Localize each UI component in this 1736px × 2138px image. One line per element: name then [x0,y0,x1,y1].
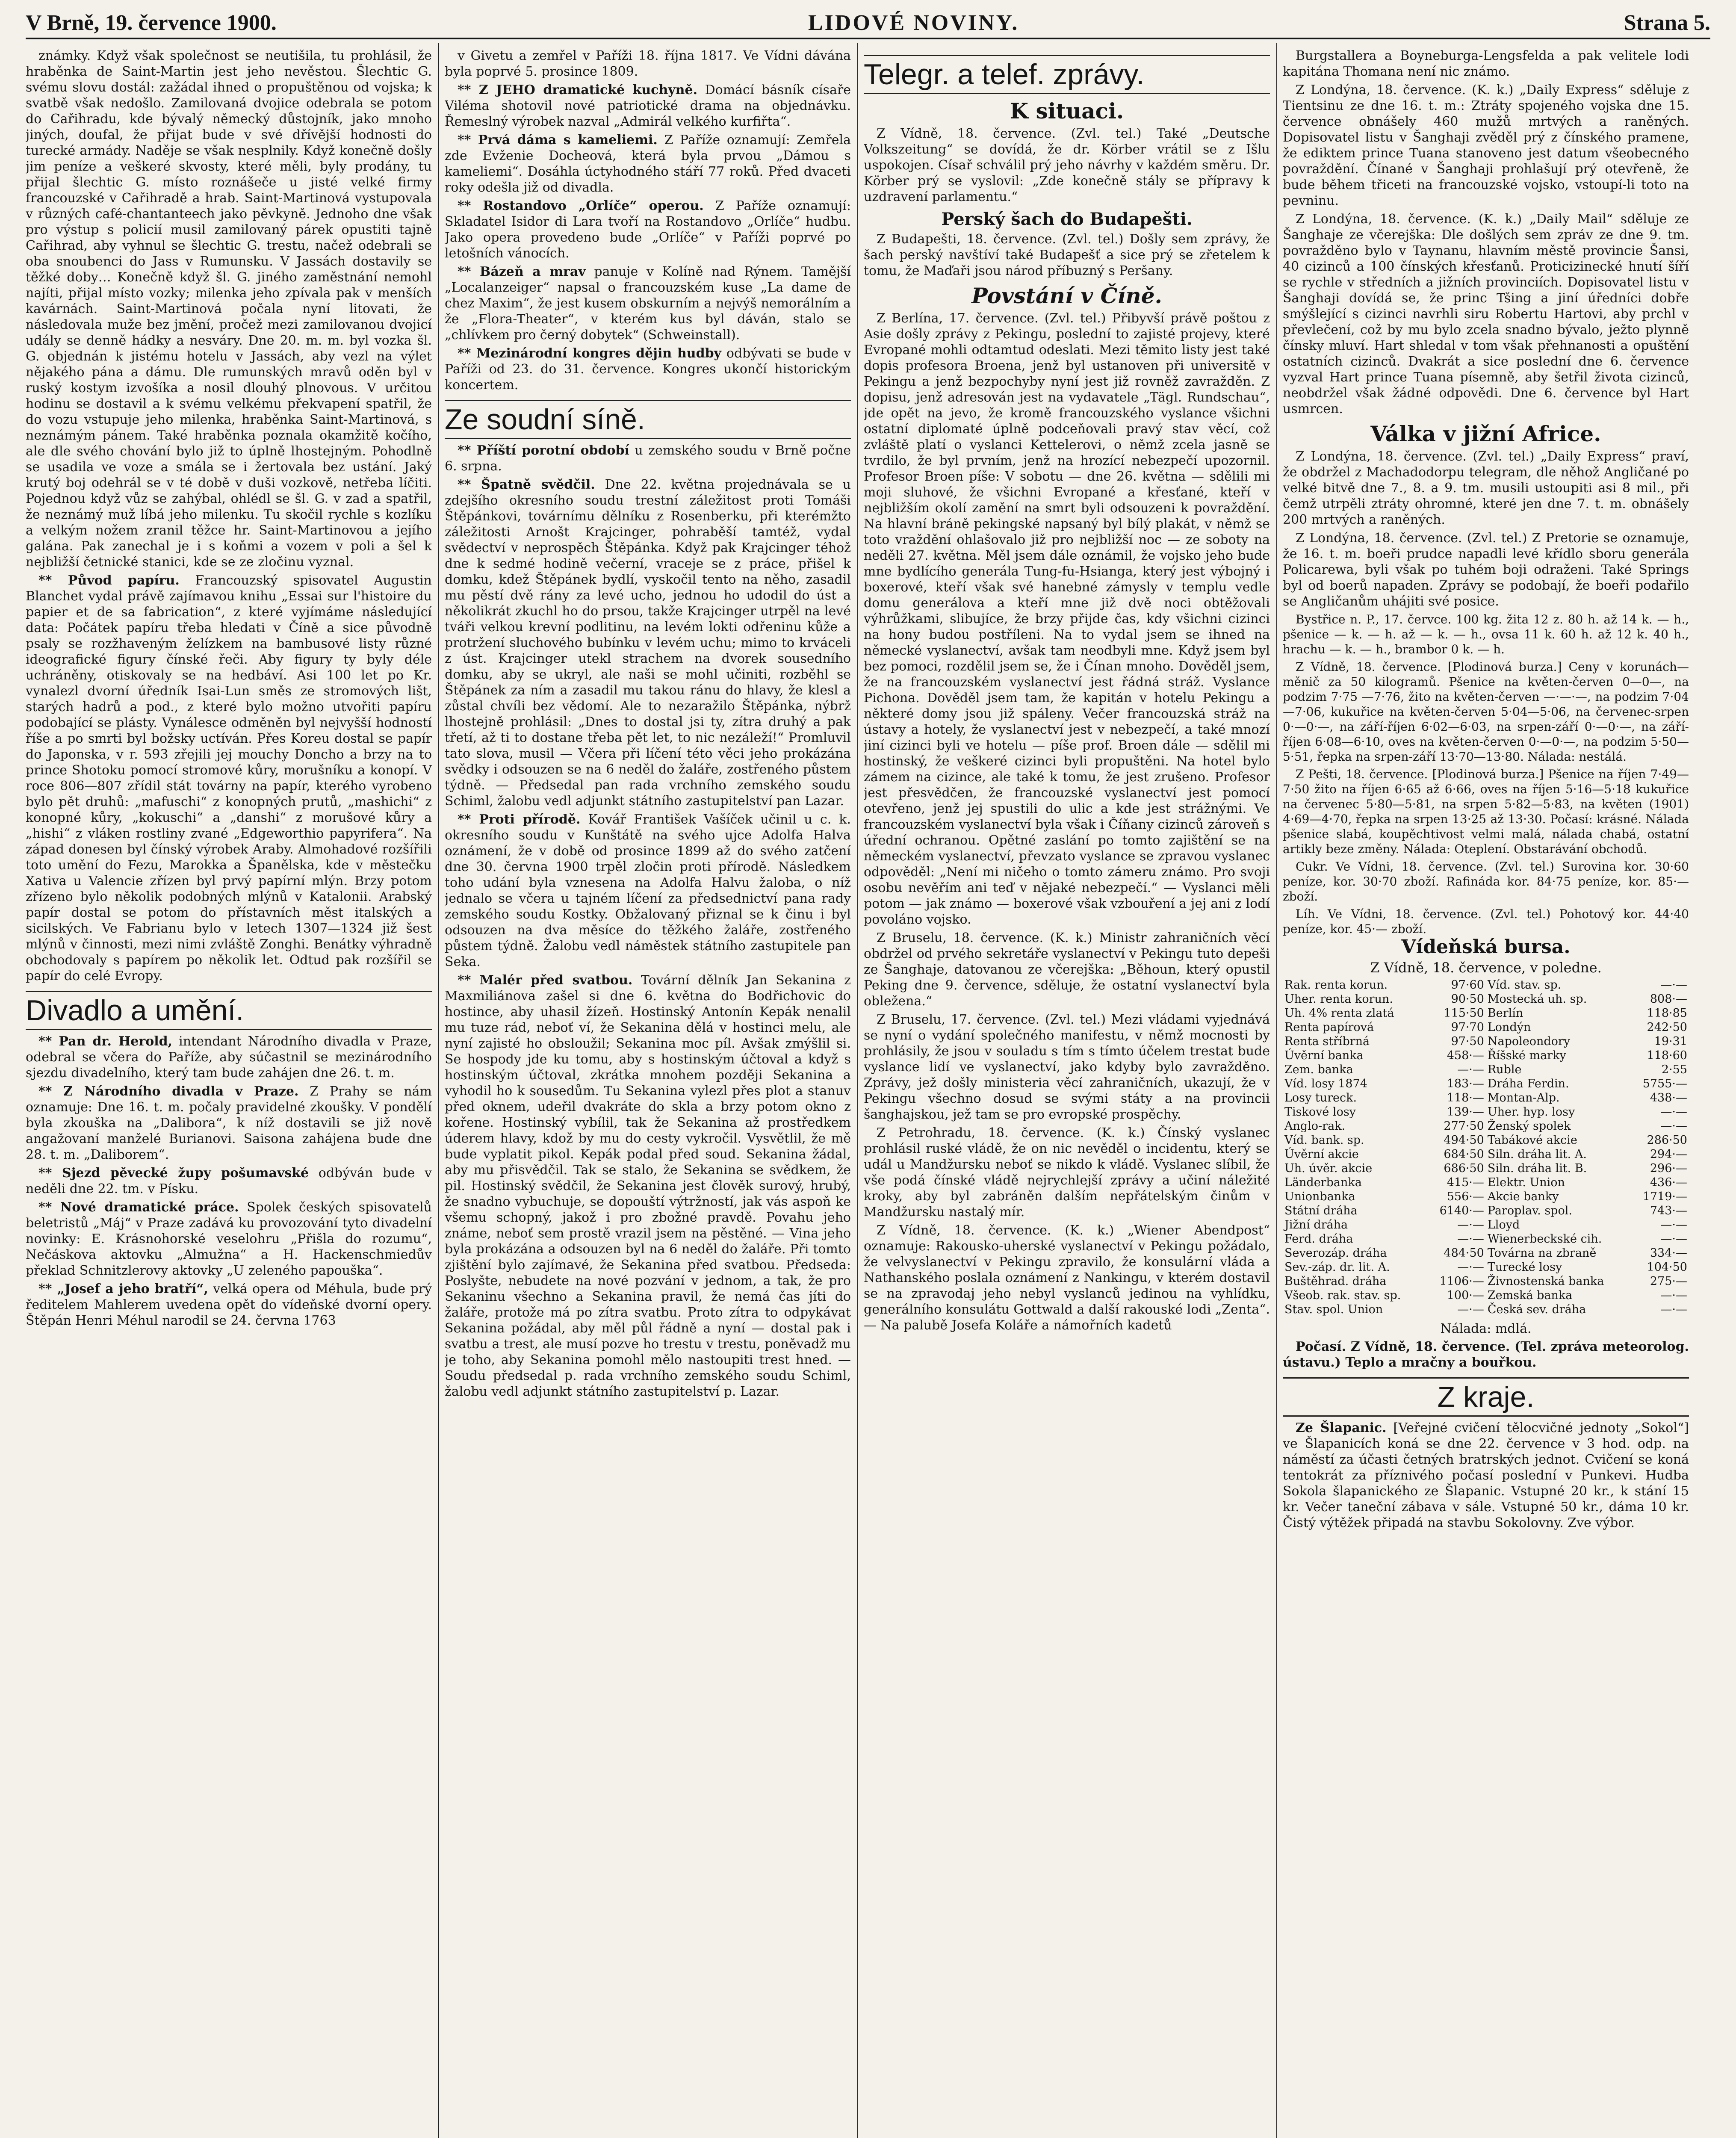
article-headline: ** Původ papíru. [38,573,180,588]
security-name-cell: Živnostenská banka [1487,1275,1604,1288]
price-cell: 743·— [1650,1204,1687,1217]
article-text: Domácí básník císaře Viléma shotovil nové patriotické drama na objednávku. Řemeslný výrobek nazval „Admirál velkého kurfiřta“. [445,83,851,129]
article-paragraph: Z Londýna, 18. července. (Zvl. tel.) „Daily Express“ praví, že obdržel z Machadodorpu telegram, dle něhož Angličané po velké bitvě dne 7., 8. a 9. tm. musili ustoupiti asi 8 mil., při čemž utrpěli ztráty ohromné, které jen dne 7. t. m. obnášely 200 mrtvých a raněných. [1283,449,1689,527]
table-row [1283,1147,1689,1161]
security-name-cell: Wienerbeckské cih. [1487,1232,1602,1246]
price-cell: 556·— [1447,1190,1484,1203]
bourse-subheading: Z Vídně, 18. července, v poledne. [1370,960,1602,976]
security-name-cell: Česká sev. dráha [1487,1303,1586,1316]
article-paragraph [445,82,851,130]
article-paragraph: Z Vídně, 18. července. (Zvl. tel.) Také „Deutsche Volkszeitung“ se dovídá, že dr. Körber vrátil se z Išlu uspokojen. Císař schválil prý jeho návrhy v každém směru. Dr. Körber prý se vyslovil: „Zde konečně stály se přípravy k uzdravení parlamentu.“ [864,126,1270,204]
article-headline: ** Nové dramatické práce. [38,1200,239,1215]
article-paragraph: v Givetu a zemřel v Paříži 18. října 1817. Ve Vídni dávána byla poprvé 5. prosince 1809. [445,48,851,79]
market-report: Bystřice n. P., 17. červce. 100 kg. žita 12 z. 80 h. až 14 k. — h., pšenice — k. — h. až — k. — h., ovsa 11 k. 60 h. až 12 k. 40 h., hrachu — k. — h., brambor 0 k. — h. [1283,612,1689,656]
price-cell: 1106·— [1439,1275,1484,1288]
security-name-cell: Renta papírová [1284,1021,1374,1034]
article-paragraph [26,1199,432,1279]
security-name-cell: Zem. banka [1284,1063,1353,1076]
table-row [1283,1246,1689,1260]
bourse-mood: Nálada: mdlá. [1440,1321,1532,1336]
security-name-cell: Úvěrní banka [1284,1049,1364,1062]
security-name-cell: Víd. losy 1874 [1284,1077,1367,1090]
price-cell: 19·31 [1654,1035,1687,1048]
table-row [1283,1077,1689,1091]
price-cell: 100·— [1447,1289,1484,1302]
market-report: Z Pešti, 18. července. [Plodinová burza.] Pšenice na říjen 7·49—7·50 žito na říjen 6·65 až 6·66, oves na říjen 5·16—5·18 kukuřice na červenec 5·80—5·81, na srpen 5·82—5·83, na květen (1901) 4·69—4·70, řepka na srpen 13·25 až 13·30. Počasí: krásné. Nálada pšenice slabá, koupěchtivost velmi malá, nálada chabá, ostatní artikly beze změny. Nálada: Oteplení. Obstarávání obchodů. [1283,767,1689,856]
security-name-cell: Buštěhrad. dráha [1284,1275,1387,1288]
price-cell: 334·— [1650,1246,1687,1260]
article-text: u zemského soudu v Brně počne 6. srpna. [445,443,851,474]
page-header [26,8,1710,39]
table-row [1283,1175,1689,1190]
article-headline: ** Z Národního divadla v Praze. [38,1084,299,1099]
table-row [1283,1105,1689,1119]
article-paragraph: Z Londýna, 18. července. (Zvl. tel.) Z Pretorie se oznamuje, že 16. t. m. boeři prudce napadli levé křídlo sboru generála Policarewa, byli však po tuhém boji odraženi. Také Springs byl od boerů napaden. Zprávy se podobají, že boeři podařilo se Angličanům uhájiti své posice. [1283,531,1689,609]
article-text: Dne 22. května projednávala se u zdejšího okresního soudu trestní záležitost proti Tomáši Štěpánkovi, továrnímu dělníku z Rosenberku, při kterémžto záležitosti Arnošt Krajcinger, pohraběší tamtéž, vydal svědectví v neprospěch Štěpánka. Když pak Krajcinger téhož dne k sedmé hodině večerní, vraceje se z práce, přišel k domku, kdež Štěpánek bydlí, vyskočil tento na něho, zasadil mu pěstí dvě rány za levé ucho, jednou ho udodil do úst a několikrát zkuchl ho do prsou, takže Krajcinger utrpěl na levé tváři velkou krevní podlitinu, na levém lokti odřeninu kůže a protržení sluchového bubínku v levém uchu; mimo to krváceli z úst. Krajcinger utekl strachem na dvorek sousedního domku, aby se ukryl, ale naši se mohl učiniti, rozběhl se Štěpánek za ním a zasadil mu takou ránu do hlavy, že klesl a zůstal chvíli bez vědomí. Ale to nezaražilo Štěpánka, nýbrž lhostejně prohlásil: „Dnes to dostal jsi ty, zítra druhý a pak třetí, až ti to dostane třeba pět let, to nic nezáleží!“ Promluvil tato slova, musil — Včera při líčení této věci jeho prokázána svědky i odsouzen se na 6 neděl do žaláře, zostřeného půstem týdně. — Předsedal pan rada vrchního zemského soudu Schiml, žalobu vedl adjunkt státního zastupitelství pan Lazar. [445,477,851,809]
article-paragraph [445,346,851,393]
article-text: Tovární dělník Jan Sekanina z Maxmiliánova zašel si dne 6. května do Bodřichovic do hostince, aby uhasil žízeň. Hostinský Antonín Kepák nenalil mu tuze rád, neboť ví, že Sekanina dělá v hostinci melu, ale nyní zajisté ho obsloužil; Sekanina moc píl. Avšak zmýšlil si. Se hospody jde ku tomu, aby s hostinským účtoval a když s hostinským účtoval, zkrátka mnohem později Sekanina a vyhodil ho k sousedům. Tu Sekanina vylezl přes plot a stanuv před oknem, udeřil dvakráte do skla a brzy potom okno z kořene. Hostinský vybílil, tak že Sekanina až prostředkem úderem hlavy, kdož by mu do cesty vykročil. Vysvětlil, že mě bude vyplatit pikol. Kepák podal před soud. Sekanina žádal, aby mu přisvědčil. Tak se stalo, že Sekanina se svědkem, že pil. Hostinský svědčil, že Sekanina jest člověk surový, hrubý, že snadno vybuchuje, se dopouští výtržností, jak vás aspoň ke všemu schopný, jakož i pro zbožné pravdě. Povahu jeho známe, neboť sem prostě vrazil jsem na pěstěné. — Vina jeho byla prokázána a odsouzen byl na 6 neděl do žaláře. Při tomto zjištění bylo zajímavé, že Sekanina před svatbou. Předseda: Poslyšte, nebudete na nové pozvání v jednom, a tak, že pro Sekaninu všechno a Sekanina pravil, že nemá čas jíti do žaláře, protože má po zítra svatbu. Proto zítra to odpykávat Sekanina požádal, aby měl půl řádně a nyní — dostal pak i svatbu a trest, ale musí pozve ho trestu v trestu, poněvadž mu je toho, aby Sekanina pomohl mělo nastoupiti trest hned. — Soudu předsedal p. rada vrchního zemského soudu Schiml, žalobu vedl adjunkt státního zastupitelství p. Lazar. [445,973,851,1399]
security-name-cell: Berlín [1487,1007,1523,1020]
security-name-cell: Montan-Alp. [1487,1091,1560,1104]
price-cell: 115·50 [1444,1007,1484,1020]
column-2 [445,48,851,2138]
article-headline: ** Z JEHO dramatické kuchyně. [458,83,698,97]
article-paragraph: Z Berlína, 17. července. (Zvl. tel.) Přibyvší právě poštou z Asie došly zprávy z Pekingu, poslední to zajisté projevy, které Evropané mohli odtamtud odeslati. Mezi těmito listy jest také dopis profesora Broena, jenž byl ustanoven při universitě v Pekingu a jenž bezpochyby nyní jest již rovněž zavražděn. Z dopisu, jenž adresován jest na vydavatele „Tägl. Rundschau“, jde opět na jevo, že kromě francouzského vyslance všichni ostatní diplomaté úplně podceňovali pravý stav věcí, což zvláště platí o vyslanci Kettelerovi, o němž zcela jasně se tvrdilo, že byl prvním, jenž na hrozící nebezpečí upozornil. Profesor Broen píše: V sobotu — dne 26. května — sdělili mi moji sluhové, že všichni Evropané a křesťané, kteří v nejbližším okolí zamění na smrt byli odsouzeni k povraždění. Na hlavní bráně pekingské napsaný byl bílý plakát, v němž se toto vraždění ohlašovalo již pro nejbližší noc — ze soboty na neděli 27. května. Měl jsem dále oznámil, že vojsko jeho bude mne bydlícího generála Tung-fu-Hsianga, který jest výbojný i boxerové, kteří však své hanebné zámysly v templu vedle domu generálova a kteří mne již dvě noci obtěžovali výhrůžkami, slibujíce, že brzy přijde čas, kdy všichni cizinci na hony budou postříleni. Na to vydal jsem se ihned na německé vyslanectví, avšak tam neodbyli mne. Když jsem byl bez pomoci, rozdělil jsem se, že i Čínan mnoho. Dověděl jsem, že na francouzském vyslanectví jest řádná stráž. Vyslance Pichona. Dověděl jsem tam, že kapitán v hotelu Pekingu a některé domy jsou již spáleny. Večer francouzská stráž na ústavy a hotely, že vyslanectví jest v nebezpečí, a také mnozí jiní cizinci byli ve hotelu — píše prof. Broen dále — sdělil mi hostinský, že veškeré cizinci byli propuštěni. Na hotel bylo zámem na cizince, ale také k tomu, že jest zrušeno. Profesor jest přesvědčen, že francouzské vyslanectví jest pomocí otevřeno, jenž jej spustili do ulic a kde jest strážnými. Ve francouzském vyslanectví byla však i Číňany cizinců zároveň s úřední ochranou. Opětné zaslání po tomto zajištění se na německém vyslanectví, převzato vyslance se zpravou vyslanec odpověděl: „Není mi ničeho o tomto zámeru známo. Pro svoji osobu nevěřím ani teď v nějaké nebezpečí.“ — Vyslanci měli potom — jak známo — boxerové však vzbouření a jej ani z lodí povoláno vojsko. [864,311,1270,927]
security-name-cell: Londýn [1487,1021,1531,1034]
security-name-cell: Elektr. Union [1487,1176,1565,1189]
price-cell: —·— [1660,978,1687,992]
price-cell: —·— [1660,1218,1687,1231]
price-cell: 415·— [1447,1176,1484,1189]
price-cell: 97·50 [1451,1035,1484,1048]
price-cell: 183·— [1447,1077,1484,1090]
section-heading-court: Ze soudní síně. [445,400,851,439]
section-heading-telegrams: Telegr. a telef. zprávy. [864,55,1270,94]
article-text: Spolek českých spisovatelů beletristů „Máj“ v Praze zadává ku provozování tyto divadelní novinky: E. Krásnohorské veselohru „Přišla do rozumu“, Nečáskova aktovku „Almužna“ a H. Hackenschmiedův překlad Schnitzlerovy aktovky „U zeleného papouška“. [26,1200,432,1278]
price-cell: 436·— [1650,1176,1687,1189]
security-name-cell: Siln. dráha lit. A. [1487,1148,1587,1161]
header-date: V Brně, 19. července 1900. [26,11,277,35]
security-name-cell: Jižní dráha [1284,1218,1348,1231]
article-paragraph [445,198,851,261]
article-paragraph: Z Vídně, 18. července. (K. k.) „Wiener Abendpost“ oznamuje: Rakousko-uherské vyslanectví v Pekingu požádalo, že velvyslanectví v Pekingu zpravilo, že konsulární vláda a Nathanského poslala oznámení z Nankingu, v kterém dostavil se na zpravodaj jeho nebyl vyslanců jedinou na vyhlídku, generálního konsulátu Gottwald a další rakouské lodi „Zenta“. — Na palubě Josefa Koláře a námořních kadetů [864,1223,1270,1333]
bourse-heading: Vídeňská bursa. [1401,936,1571,958]
article-paragraph [445,443,851,474]
page-number: Strana 5. [1624,11,1710,35]
security-name-cell: Uh. úvěr. akcie [1284,1162,1373,1175]
security-name-cell: Ženský spolek [1487,1119,1571,1133]
price-cell: 808·— [1650,992,1687,1006]
article-headline: ** Proti přírodě. [458,812,581,827]
table-row [1283,1190,1689,1204]
article-paragraph [445,972,851,1400]
article-headline: ** Rostandovo „Orlíče“ operou. [458,198,704,213]
article-paragraph [26,1084,432,1163]
article-paragraph [26,1034,432,1081]
article-paragraph [26,1281,432,1329]
price-cell: 139·— [1447,1105,1484,1119]
subheading: Povstání v Číně. [971,283,1162,308]
article-paragraph [26,573,432,984]
security-name-cell: Ferd. dráha [1284,1232,1353,1246]
price-cell: 484·50 [1444,1246,1484,1260]
market-report: Z Vídně, 18. července. [Plodinová burza.] Ceny v korunách—měnič za 50 kilogramů. Pšenice na květen-červen 0—0—, na podzim 7·75 —7·76, žito na květen-červen —·—·—, na podzim 7·04—7·06, kukuřice na květen-červen 5·04—5·06, na červenec-srpen 0·—0·—, na září-říjen 6·02—6·03, na srpen-září 0·—0·—, na září-říjen 6·08—6·10, oves na květen-červen 0·—0·—, na podzim 5·50—5·51, řepka na srpen-září 13·70—13·80. Nálada: nestálá. [1283,660,1689,764]
security-name-cell: Paroplav. spol. [1487,1204,1572,1217]
price-cell: 2·55 [1661,1063,1687,1076]
article-paragraph: Z Londýna, 18. července. (K. k.) „Daily Mail“ sděluje ze Šanghaje ze včerejška: Dle došlých sem zpráv ze dne 9. tm. povražděno bylo v Taynanu, hlavním městě provincie Šansi, 40 cizinců a 100 čínských křesťanů. Proticizinecké hnutí šíří se rychle v středních a jižních provinciích. Dopisovatel listu v Šanghaji dovídá se, že princ Tšing a jiní úředníci dobře smýšlející s cizinci navrhli siru Robertu Hartovi, aby prchl v převlečení, což by mu bylo zcela snadno bývalo, ježto plynně čínsky mluví. Hart shledal v tom však přehnanosti a opuštění ostatních cizinců. Dvakrát a sice poslední dne 6. července vyzval Hart prince Tuana písemně, aby šetřil života cizinců, neobdržel však žádné odpovědi. Dne 6. července byl Hart usmrcen. [1283,212,1689,416]
table-row [1283,1048,1689,1063]
price-cell: 686·50 [1444,1162,1484,1175]
security-name-cell: Továrna na zbraně [1487,1246,1597,1260]
subheading: K situaci. [1010,98,1124,124]
security-name-cell: Lloyd [1487,1218,1520,1231]
security-name-cell: Losy tureck. [1284,1091,1357,1104]
weather-report: Počasí. Z Vídně, 18. července. (Tel. zpráva meteorolog. ústavu.) Teplo a mračny a bouřkou. [1283,1339,1689,1370]
article-paragraph [445,264,851,343]
article-headline: ** Mezinárodní kongres dějin hudby [458,346,721,361]
article-text: Z Paříže oznamují: Skladatel Isidor di Lara tvoří na Rostandovo „Orlíče“ hudbu. Jako opera provedeno bude „Orlíče“ v Paříži poprvé po letošních vánocích. [445,198,851,261]
price-cell: 458·— [1447,1049,1484,1062]
article-text: intendant Národního divadla v Praze, odebral se včera do Paříže, aby súčastnil se mezinárodního sjezdu divadelního, který tam bude zahájen dne 26. t. m. [26,1034,432,1081]
subheading: Válka v jižní Africe. [1370,421,1601,446]
section-heading-region: Z kraje. [1283,1377,1689,1417]
security-name-cell: Mostecká uh. sp. [1487,992,1587,1006]
article-text: velká opera od Méhula, bude prý ředitelem Mahlerem uvedena opět do vídeňské dvorní opery. Štěpán Henri Méhul narodil se 24. června 1763 [26,1282,432,1328]
security-name-cell: Stav. spol. Union [1284,1303,1383,1316]
security-name-cell: Uh. 4% renta zlatá [1284,1007,1394,1020]
table-row [1283,992,1689,1006]
price-cell: 118·85 [1647,1007,1687,1020]
column-3 [864,48,1270,2138]
table-row [1283,1133,1689,1147]
security-name-cell: Víd. bank. sp. [1284,1134,1364,1147]
security-name-cell: Rak. renta korun. [1284,978,1388,992]
bourse-table-body [1283,978,1689,1317]
article-headline: ** Bázeň a mrav [458,264,586,279]
price-cell: —·— [1457,1063,1484,1076]
security-name-cell: Severozáp. dráha [1284,1246,1387,1260]
masthead-title: LIDOVÉ NOVINY. [808,11,1019,35]
table-row [1283,1302,1689,1317]
price-cell: 277·50 [1444,1119,1484,1133]
price-cell: 104·50 [1647,1261,1687,1274]
security-name-cell: Všeob. rak. stav. sp. [1284,1289,1401,1302]
column-divider [857,43,858,2138]
security-name-cell: Uher. hyp. losy [1487,1105,1575,1119]
table-row [1283,1288,1689,1302]
security-name-cell: Dráha Ferdin. [1487,1077,1569,1090]
article-paragraph: Z Petrohradu, 18. července. (K. k.) Čínský vyslanec prohlásil ruské vládě, že on nic nevěděl o incidentu, který se udál u Mandžursku neboť se nikdo k vládě. Vyslanec slíbil, že vše podá čínské vládě nejrychlejší zprávy a učiní náležité kroky, aby byl zabráněn dalším nepřátelským činům v Mandžursku nastalý mír. [864,1125,1270,1220]
article-headline: Ze Šlapanic. [1296,1420,1387,1435]
article-paragraph: Z Bruselu, 17. července. (Zvl. tel.) Mezi vládami vyjednává se nyní o vydání společného manifestu, v němž mocnosti by prohlásily, že jsou v souladu s tím s tímto účelem trestat bude vyslance lidí ve vyslanectví, jako kdyby bylo zavražděno. Zprávy, jež došly ministeria věcí zahraničních, ukazují, že v Pekingu všechno dosud se svými státy a na provincii šanghajskou, jež tam se pro evropské prospěchy. [864,1012,1270,1122]
article-headline: ** Pan dr. Herold, [38,1034,173,1049]
price-cell: 286·50 [1647,1134,1687,1147]
article-paragraph: známky. Když však společnost se neutišila, tu prohlásil, že hraběnka de Saint-Martin jest jeho nevěstou. Šlechtic G. svému slovu dostál: zažádal ihned o propuštěnou od vojska; k svatbě však nedošlo. Zamilovaná dvojice odebrala se potom do Cařihradu, kde bývalý německý důstojník, jako mnoho jiných, doufal, že přijat bude v své dřívější hodnosti do turecké armády. Naděje se však nesplnily. Když konečně došly jim peníze a veškeré skvosty, které měli, byly prodány, tu přijal šlechtic G. místo roznášeče u jisté velké firmy francouzské v Cařihradě a hrab. Saint-Martinová vystupovala v různých café-chantanteech jako pěvkyně. Jednoho dne však pro výstup s policií musil zamilovaný párek opustiti tajně Cařihrad, aby vyhnul se šlechtic G. trestu, načež odebrali se oba snoubenci do Jass v Rumunsku. V Jassách dostavily se těžké doby… Konečně když šl. G. jiného zaměstnání nemohl najíti, přijal místo vozky; milenka jeho zpívala pak v menších kavárnách. Saint-Martinová počala nyní litovati, že následovala muže bez jmění, pročež mezi zamilovanou dvojicí udály se denně hádky a nesváry. Dne 20. m. m. byl vozka šl. G. objednán k jistému hotelu v Jassách, aby vezl na výlet nějakého pána a dámu. Dle rumunských mravů oděn byl v ruský kostym izvošíka a nosil dlouhý plnovous. V určitou hodinu se dostavil a k svému velkému překvapení spatřil, že do vozu vstupuje jeho milenka, hraběnka Saint-Martinová, s neznámým pánem. Také hraběnka poznala okamžitě kočího, ale dle svého chování bylo již to úplně lhostejným. Pohodlně se usadila ve voze a smála se i žertovala bez ustání. Jaký krutý boj odehrál se v té době v duši vozkově, netřeba líčiti. Pojednou když vůz se zahýbal, ohlédl se šl. G. v zad a spatřil, že neznámý muž líbá jeho milenku. Tu skočil rychle s kozlíku a velkým nožem zranil těžce hr. Saint-Martinovou a jejího galána. Pak zanechal je i s koňmi a vozem v poli a šel k nejbližší četnické stanici, kde se ze zločinu vyznal. [26,48,432,570]
price-cell: 5755·— [1642,1077,1687,1090]
article-text: Kovář František Vašíček učinil u c. k. okresního soudu v Kunštátě na svého ujce Adolfa Halva oznámení, že v době od prosince 1899 až do svého zatčení dne 30. června 1900 trpěl zločin proti přírodě. Následkem toho udání byla vznesena na Adolfa Halvu žaloba, o níž jednalo se včera u tajném líčení za předsednictví pana rady zemského soudu Kostky. Obžalovaný přiznal se k činu i byl odsouzen na dva měsíce do těžkého žaláře, zostřeného půstem týdně. Žalobu vedl náměstek státního zastupitele pan Seka. [445,812,851,969]
market-report: Líh. Ve Vídni, 18. července. (Zvl. tel.) Pohotový kor. 44·40 peníze, kor. 45·— zboží. [1283,907,1689,936]
table-row [1283,1091,1689,1105]
price-cell: 296·— [1650,1162,1687,1175]
section-heading-theatre: Divadlo a umění. [26,991,432,1030]
bourse-table [1283,978,1689,1317]
column-4 [1283,48,1689,2138]
price-cell: —·— [1457,1303,1484,1316]
table-row [1283,1274,1689,1288]
article-paragraph [445,132,851,195]
security-name-cell: Anglo-rak. [1284,1119,1346,1133]
security-name-cell: Siln. dráha lit. B. [1487,1162,1587,1175]
article-text: Z Prahy se nám oznamuje: Dne 16. t. m. počaly pravidelné zkoušky. V pondělí byla zkouška na „Dalibora“, k níž dostavili se již nově angažovaní manželé Burianovi. Saisona zahájena bude dne 28. t. m. „Daliborem“. [26,1084,432,1162]
price-cell: —·— [1457,1218,1484,1231]
security-name-cell: Říšské marky [1487,1049,1566,1062]
column-divider [1276,43,1277,2138]
price-cell: 438·— [1650,1091,1687,1104]
article-paragraph [26,1165,432,1197]
security-name-cell: Víd. stav. sp. [1487,978,1562,992]
article-text: odbýván bude v neděli dne 22. tm. v Písku. [26,1166,432,1196]
subheading: Perský šach do Budapešti. [941,209,1193,229]
price-cell: 6140·— [1439,1204,1484,1217]
article-paragraph [445,477,851,809]
table-row [1283,1232,1689,1246]
article-headline: ** „Josef a jeho bratří“, [38,1282,208,1296]
price-cell: 90·50 [1451,992,1484,1006]
price-cell: —·— [1660,1119,1687,1133]
table-row [1283,1020,1689,1034]
security-name-cell: Ruble [1487,1063,1522,1076]
security-name-cell: Länderbanka [1284,1176,1362,1189]
column-divider [438,43,439,2138]
security-name-cell: Úvěrní akcie [1284,1148,1359,1161]
price-cell: 118·— [1447,1091,1484,1104]
price-cell: 294·— [1650,1148,1687,1161]
price-cell: 118·60 [1647,1049,1687,1062]
article-text: Z Paříže oznamují: Zemřela zde Evženie Docheová, která byla prvou „Dámou s kameliemi“. Dosáhla úctyhodného stáří 77 roků. Před dvaceti roky odešla již od divadla. [445,133,851,195]
price-cell: —·— [1660,1289,1687,1302]
price-cell: —·— [1660,1232,1687,1246]
price-cell: 1719·— [1642,1190,1687,1203]
article-paragraph: Z Bruselu, 18. července. (K. k.) Ministr zahraničních věcí obdržel od prvého sekretáře vyslanectví v Pekingu tuto depeši ze Šanghaje, datovanou ze včerejška: „Běhoun, který opustil Peking dne 9. července, sděluje, že ostatní vyslanectví byla obležena.“ [864,930,1270,1009]
price-cell: 97·70 [1451,1021,1484,1034]
security-name-cell: Napoleondory [1487,1035,1571,1048]
table-row [1283,1204,1689,1218]
price-cell: —·— [1660,1303,1687,1316]
price-cell: —·— [1457,1261,1484,1274]
table-row [1283,1218,1689,1232]
security-name-cell: Zemská banka [1487,1289,1573,1302]
article-paragraph: Z Londýna, 18. července. (K. k.) „Daily Express“ sděluje z Tientsinu ze dne 16. t. m.: Ztráty spojeného vojska dne 15. července obnášely 460 mužů mrtvých a raněných. Dopisovatel listu v Šanghaji zvěděl prý z čínského pramene, že ediktem prince Tuana stanoveno jest datum všeobecného povraždění. Čínané v Šanghaji prohlašují prý otevřeně, že bude během třiceti na francouzské vojsko, vstoupí-li toto na pevninu. [1283,83,1689,208]
article-headline: ** Příští porotní období [458,443,629,458]
price-cell: 242·50 [1647,1021,1687,1034]
security-name-cell: Státní dráha [1284,1204,1358,1217]
article-headline: ** Špatně svědčil. [458,477,595,492]
table-row [1283,1119,1689,1133]
article-headline: ** Prvá dáma s kameliemi. [458,133,658,148]
security-name-cell: Uher. renta korun. [1284,992,1393,1006]
article-text: Francouzský spisovatel Augustin Blanchet vydal právě zajímavou knihu „Essai sur l'histoire du papier et de sa fabrication“, z které vyjímáme následující data: Počátek papíru třeba hledati v Číně a sice původně psaly se rozžhaveným želízkem na bambusové listy různé ideografické figury čínské řeči. Aby figury ty byly déle uchráněny, otiskovaly se na hedbáví. Asi 100 let po Kr. vynalezl dvorní úředník Isai-Lun směs ze stromových lišt, starých hadrů a pod., z které bylo možno utvořiti papíru podobající se plásty. Vynálesce odměněn byl nejvyšší hodností říše a po smrti byl božsky uctíván. Přes Koreu dostal se papír do Japonska, v r. 593 zřejili jej mouchy Doncho a brzy na to prince Shotoku pomocí stromové kůry, morušníku a konopí. V roce 806—807 zřídil stát továrny na papír, kterého vyrobeno bylo pět druhů: „mafuschi“ z konopných prutů, „mashichi“ z konopné kůry, „kokuschi“ a „danshi“ z morušové kůry a „hishi“ z vláken rostliny zvané „Edgeworthio papyrifera“. Na západ donesen byl čínský výrobek Araby. Almohadové rozšířili toto umění do Fezu, Marokka a Španělska, kde v městečku Xativa u Valencie zřízen byl prvý papírní mlýn. Brzy potom zřízeno bylo několik podobných mlýnů v Katalonii. Arabský papír dostal se potom do přístavních měst italských a sicilských. Ve Fabrianu bylo v letech 1307—1324 již šest mlýnů v činnosti, mezi nimi zvláště Zonghi. Benátky výhradně obchodovaly s papírem po několik let. Odtud pak rozšířil se papír do celé Evropy. [26,573,432,983]
price-cell: —·— [1660,1105,1687,1119]
security-name-cell: Renta stříbrná [1284,1035,1370,1048]
article-paragraph [1283,1420,1689,1531]
table-row [1283,1161,1689,1175]
security-name-cell: Sev.-záp. dr. lit. A. [1284,1261,1390,1274]
article-headline: ** Malér před svatbou. [458,973,633,988]
article-paragraph: Z Budapešti, 18. července. (Zvl. tel.) Došly sem zprávy, že šach perský navštíví také Budapešť a sice prý se zřetelem k tomu, že Maďaři jsou národ příbuzný s Peršany. [864,232,1270,278]
price-cell: 494·50 [1444,1134,1484,1147]
article-text: odbývati se bude v Paříži od 23. do 31. července. Kongres ukončí historickým koncertem. [445,346,851,393]
table-row [1283,1034,1689,1048]
table-row [1283,1063,1689,1077]
price-cell: 684·50 [1444,1148,1484,1161]
security-name-cell: Turecké losy [1487,1261,1562,1274]
column-1 [26,48,432,2138]
article-text: [Veřejné cvičení tělocvičné jednoty „Sokol“] ve Šlapanicích koná se dne 22. července v 3 hod. odp. na náměstí za účasti četných bratrských jednot. Cvičení se koná tentokrát za příznivého počasí poslední v Punkevi. Hudba Sokola šlapanického ze Šlapanic. Vstupné 20 kr., k stání 15 kr. Večer taneční zábava v sále. Vstupné 50 kr., dáma 10 kr. Čistý výtěžek připadá na stavbu Sokolovny. Zve výbor. [1283,1420,1689,1530]
article-headline: ** Sjezd pěvecké župy pošumavské [38,1166,309,1181]
article-text: panuje v Kolíně nad Rýnem. Tamější „Localanzeiger“ napsal o francouzském kuse „La dame de chez Maxim“, že jest kusem obskurním a nejvýš nemorálním a že „Flora-Theater“, v kterém kus byl dáván, stalo se „chlívkem pro černý dobytek“ (Schweinstall). [445,264,851,343]
article-paragraph [445,812,851,970]
price-cell: 275·— [1650,1275,1687,1288]
table-row [1283,1006,1689,1020]
price-cell: 97·60 [1451,978,1484,992]
table-row [1283,978,1689,992]
security-name-cell: Tiskové losy [1284,1105,1356,1119]
security-name-cell: Unionbanka [1284,1190,1355,1203]
security-name-cell: Tabákové akcie [1487,1134,1577,1147]
market-report: Cukr. Ve Vídni, 18. července. (Zvl. tel.) Surovina kor. 30·60 peníze, kor. 30·70 zboží. Rafináda kor. 84·75 peníze, kor. 85·— zboží. [1283,859,1689,904]
price-cell: —·— [1457,1232,1484,1246]
table-row [1283,1260,1689,1274]
article-paragraph: Burgstallera a Boyneburga-Lengsfelda a pak velitele lodi kapitána Thomana není nic známo. [1283,48,1689,79]
security-name-cell: Akcie banky [1487,1190,1559,1203]
